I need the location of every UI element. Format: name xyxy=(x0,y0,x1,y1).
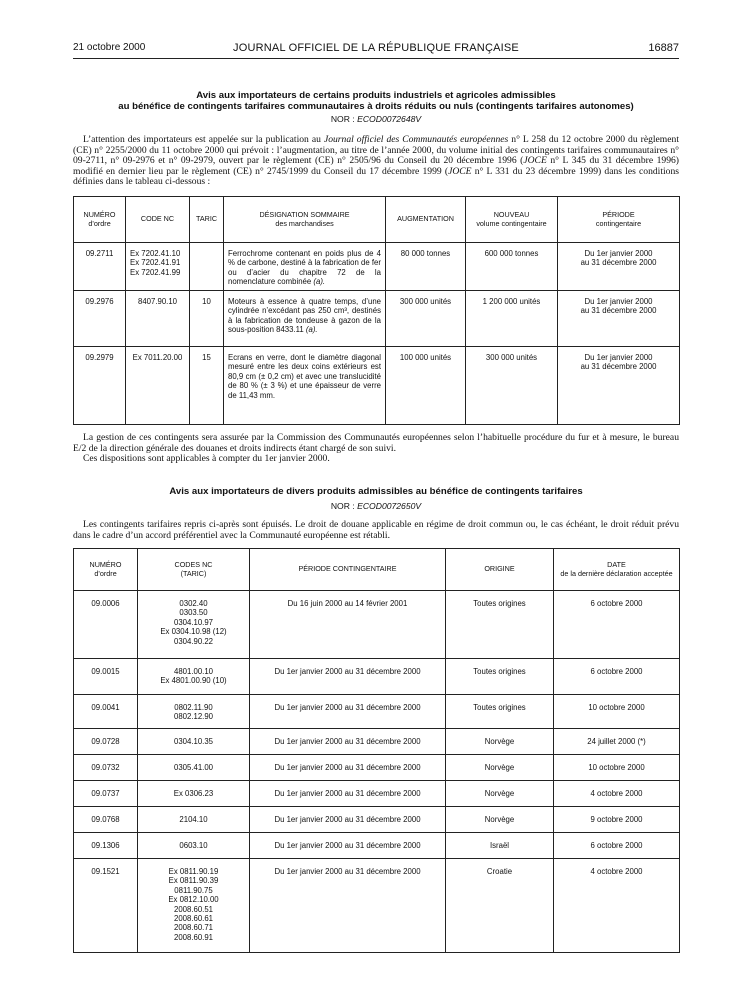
table-row: 09.2711 Ex 7202.41.10 Ex 7202.41.91 Ex 7202.41.99 Ferrochrome contenant en poids plus de 4 % de carbone, destiné à la fabrication de fer ou d’acier du chapitre 72 de la nomenclature combinée (a). 80 000 tonnes 600 000 tonnes Du 1er janvier 2000 au 31 décembre 2000 xyxy=(74,243,680,291)
notice1-table-header-row xyxy=(74,197,680,243)
notice1-title: Avis aux importateurs de certains produits industriels et agricoles admissibles au bénéfice de contingents tarifaires communautaires à droits réduits ou nuls (contingents tarifaires autonomes) xyxy=(118,90,634,112)
table-row: 09.0041 0802.11.90 0802.12.90 Du 1er janvier 2000 au 31 décembre 2000 Toutes origines 10 octobre 2000 xyxy=(74,695,680,729)
col-periode: PÉRIODE CONTINGENTAIRE xyxy=(250,549,446,591)
page-header xyxy=(73,42,679,59)
table-row: 09.0006 0302.40 0303.50 0304.10.97 Ex 0304.10.98 (12) 0304.90.22 Du 16 juin 2000 au 14 février 2001 Toutes origines 6 octobre 2000 xyxy=(74,591,680,659)
col-numero: NUMÉRO d’ordre xyxy=(74,549,138,591)
col-designation: DÉSIGNATION SOMMAIRE des marchandises xyxy=(224,197,386,243)
notice1-intro: L’attention des importateurs est appelée sur la publication au Journal officiel des Communautés européennes n° L 258 du 12 octobre 2000 du règlement (CE) n° 2255/2000 du 11 octobre 2000 qui prévoit : l’augmentation, au titre de l’année 2000, du volume initial des contingents tarifaires communautaires n° 09-2711, n° 09-2976 et n° 09-2979, ouvert par le règlement (CE) n° 2505/96 du Conseil du 20 décembre 1996 (JOCE n° L 345 du 31 décembre 1996) modifié en dernier lieu par le règlement (CE) n° 2745/1999 du Conseil du 17 décembre 1999 (JOCE n° L 331 du 23 décembre 1999) dans les conditions définies dans le tableau ci-dessous : xyxy=(73,134,679,188)
table-row: 09.1521 Ex 0811.90.19 Ex 0811.90.39 0811.90.75 Ex 0812.10.00 2008.60.51 2008.60.61 2008.60.71 2008.60.91 Du 1er janvier 2000 au 31 décembre 2000 Croatie 4 octobre 2000 xyxy=(74,859,680,953)
notice1-closing: La gestion de ces contingents sera assurée par la Commission des Communautés européennes selon l’habituelle procédure du fur et à mesure, le bureau E/2 de la direction générale des douanes et droits indirects étant chargé de son suivi. Ces dispositions sont applicables à compter du 1er janvier 2000. xyxy=(73,432,679,465)
col-nouveau: NOUVEAU volume contingentaire xyxy=(466,197,558,243)
col-code-nc: CODE NC xyxy=(126,197,190,243)
header-page-number: 16887 xyxy=(648,42,679,54)
col-codes-nc: CODES NC (TARIC) xyxy=(138,549,250,591)
table-row: 09.2979 Ex 7011.20.00 15 Ecrans en verre, dont le diamètre diagonal mesuré entre les deux coins extérieurs est 80,9 cm (± 0,2 cm) et avec une translucidité de 80 % (± 3 %) et une épaisseur de verre de 11,43 mm. 100 000 unités 300 000 unités Du 1er janvier 2000 au 31 décembre 2000 xyxy=(74,347,680,425)
notice2-title: Avis aux importateurs de divers produits admissibles au bénéfice de contingents tarifaires xyxy=(169,486,583,497)
table-row: 09.0728 0304.10.35 Du 1er janvier 2000 au 31 décembre 2000 Norvège 24 juillet 2000 (*) xyxy=(74,729,680,755)
notice2-nor: NOR : ECOD0072650V xyxy=(330,501,422,511)
notice2-nor-code: ECOD0072650V xyxy=(357,501,422,511)
notice1-nor: NOR : ECOD0072648V xyxy=(330,114,422,124)
col-numero: NUMÉRO d’ordre xyxy=(74,197,126,243)
col-taric: TARIC xyxy=(190,197,224,243)
col-augmentation: AUGMENTATION xyxy=(386,197,466,243)
notice2-table-header-row xyxy=(74,549,680,591)
header-journal-title: JOURNAL OFFICIEL DE LA RÉPUBLIQUE FRANÇAISE xyxy=(233,42,519,54)
table-row: 09.2976 8407.90.10 10 Moteurs à essence à quatre temps, d’une cylindrée n’excédant pas 250 cm³, destinés à la fabrication de tondeuse à gazon de la sous-position 8433.11 (a). 300 000 unités 1 200 000 unités Du 1er janvier 2000 au 31 décembre 2000 xyxy=(74,291,680,347)
col-origine: ORIGINE xyxy=(446,549,554,591)
table-row: 09.0732 0305.41.00 Du 1er janvier 2000 au 31 décembre 2000 Norvège 10 octobre 2000 xyxy=(74,755,680,781)
header-date: 21 octobre 2000 xyxy=(73,42,146,53)
table-row: 09.0768 2104.10 Du 1er janvier 2000 au 31 décembre 2000 Norvège 9 octobre 2000 xyxy=(74,807,680,833)
notice2-intro: Les contingents tarifaires repris ci-après sont épuisés. Le droit de douane applicable en régime de droit commun ou, le cas échéant, le droit réduit prévu dans le cadre d’un accord préférentiel avec la Communauté européenne est rétabli. xyxy=(73,519,679,541)
table-row: 09.1306 0603.10 Du 1er janvier 2000 au 31 décembre 2000 Israël 6 octobre 2000 xyxy=(74,833,680,859)
notice1-nor-code: ECOD0072648V xyxy=(357,114,422,124)
col-periode: PÉRIODE contingentaire xyxy=(558,197,680,243)
notice1-table xyxy=(73,196,680,425)
table-row: 09.0737 Ex 0306.23 Du 1er janvier 2000 au 31 décembre 2000 Norvège 4 octobre 2000 xyxy=(74,781,680,807)
table-row: 09.0015 4801.00.10 Ex 4801.00.90 (10) Du 1er janvier 2000 au 31 décembre 2000 Toutes origines 6 octobre 2000 xyxy=(74,659,680,695)
col-date: DATE de la dernière déclaration acceptée xyxy=(554,549,680,591)
notice2-table xyxy=(73,548,680,953)
